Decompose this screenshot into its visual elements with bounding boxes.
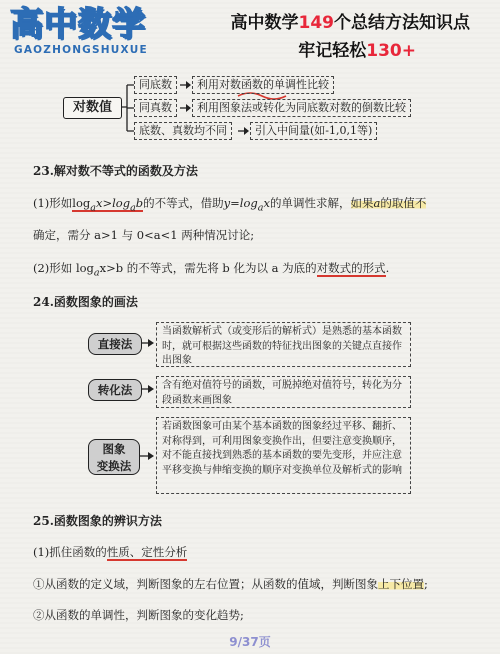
text-span: (2)形如 log — [33, 261, 94, 275]
section-25-line-1 — [33, 544, 187, 560]
tree-branch-result: 引入中间量(如-1,0,1等) — [250, 122, 377, 140]
section-23-line-1 — [33, 195, 426, 213]
text-span: x — [263, 196, 270, 210]
text-span: 性质、定性分析 — [106, 545, 188, 559]
text-span: (1)抓住函数的 — [33, 545, 107, 559]
text-span: 如果 — [350, 196, 374, 210]
method-transform-label — [88, 439, 140, 475]
text-span: 变换法 — [96, 459, 132, 473]
tree-root: 对数值 — [63, 97, 122, 119]
tree-branch-result: 利用图象法或转化为同底数对数的倒数比较 — [192, 99, 411, 117]
text-span: x>b 的不等式，需先将 b 化为以 a 为底的 — [99, 261, 317, 275]
text-span: 的单调性求解， — [270, 196, 351, 210]
text-span: a — [90, 202, 96, 214]
text-span: a — [373, 196, 381, 210]
section-25-line-3: ②从函数的单调性，判断图象的变化趋势; — [33, 608, 244, 622]
text-span: y=log — [223, 196, 258, 210]
brand-subtitle: GAOZHONGSHUXUE — [14, 44, 148, 56]
section-23-title: 23.解对数不等式的函数及方法 — [33, 164, 198, 178]
brand-logo: 高中数学 — [10, 4, 146, 43]
text-span: (1)形如 — [33, 196, 73, 210]
text-span: 图象 — [102, 442, 126, 456]
section-25-line-2 — [33, 576, 428, 592]
tree-branch-label: 同底数 — [134, 76, 177, 94]
text-span: a — [130, 202, 136, 214]
text-span: 上下位置 — [378, 577, 424, 591]
page-number: 9/37页 — [229, 635, 271, 649]
section-23-line-3 — [33, 260, 389, 278]
text-span: log — [72, 196, 91, 210]
header-title-suffix: 个总结方法知识点 — [334, 13, 470, 33]
method-convert-desc: 含有绝对值符号的函数，可脱掉绝对值符号，转化为分段函数来画图象 — [156, 376, 411, 408]
header-slogan-number: 130+ — [366, 41, 416, 61]
text-span: ; — [424, 577, 428, 591]
tree-branch-result: 利用对数函数的单调性比较 — [192, 76, 334, 94]
text-span: b — [135, 196, 144, 210]
tree-branch-label: 同真数 — [134, 99, 177, 117]
text-span: . — [385, 261, 390, 275]
text-span: 的取值不 — [380, 196, 427, 210]
text-span: x>log — [95, 196, 131, 210]
text-span: 的不等式，借助 — [143, 196, 224, 210]
text-span: 对数式的形式 — [316, 261, 386, 275]
header-slogan-prefix: 牢记轻松 — [298, 41, 367, 61]
header-title-prefix: 高中数学 — [230, 13, 299, 33]
method-transform-desc: 若函数图象可由某个基本函数的图象经过平移、翻折、对称得到，可利用图象变换作出，但要注意变换顺序，对不能直接找到熟悉的基本函数的要先变形，并应注意平移变换与伸缩变换的顺序对变换单位及解析式的影响 — [156, 417, 411, 494]
method-direct-desc: 当函数解析式（或变形后的解析式）是熟悉的基本函数时，就可根据这些函数的特征找出图象的关键点直接作出图象 — [156, 322, 411, 367]
section-23-line-2: 确定，需分 a>1 与 0<a<1 两种情况讨论; — [33, 228, 255, 242]
header-title-number: 149 — [298, 13, 334, 33]
tree-branch-label: 底数、真数均不同 — [134, 122, 232, 140]
method-direct-label: 直接法 — [88, 333, 142, 355]
method-convert-label: 转化法 — [88, 379, 142, 401]
section-25-title: 25.函数图象的辨识方法 — [33, 514, 162, 528]
text-span: ①从函数的定义域，判断图象的左右位置；从函数的值域，判断图象 — [33, 577, 378, 591]
text-span: a — [257, 202, 264, 214]
section-24-title: 24.函数图象的画法 — [33, 295, 138, 309]
text-span: a — [93, 267, 100, 279]
